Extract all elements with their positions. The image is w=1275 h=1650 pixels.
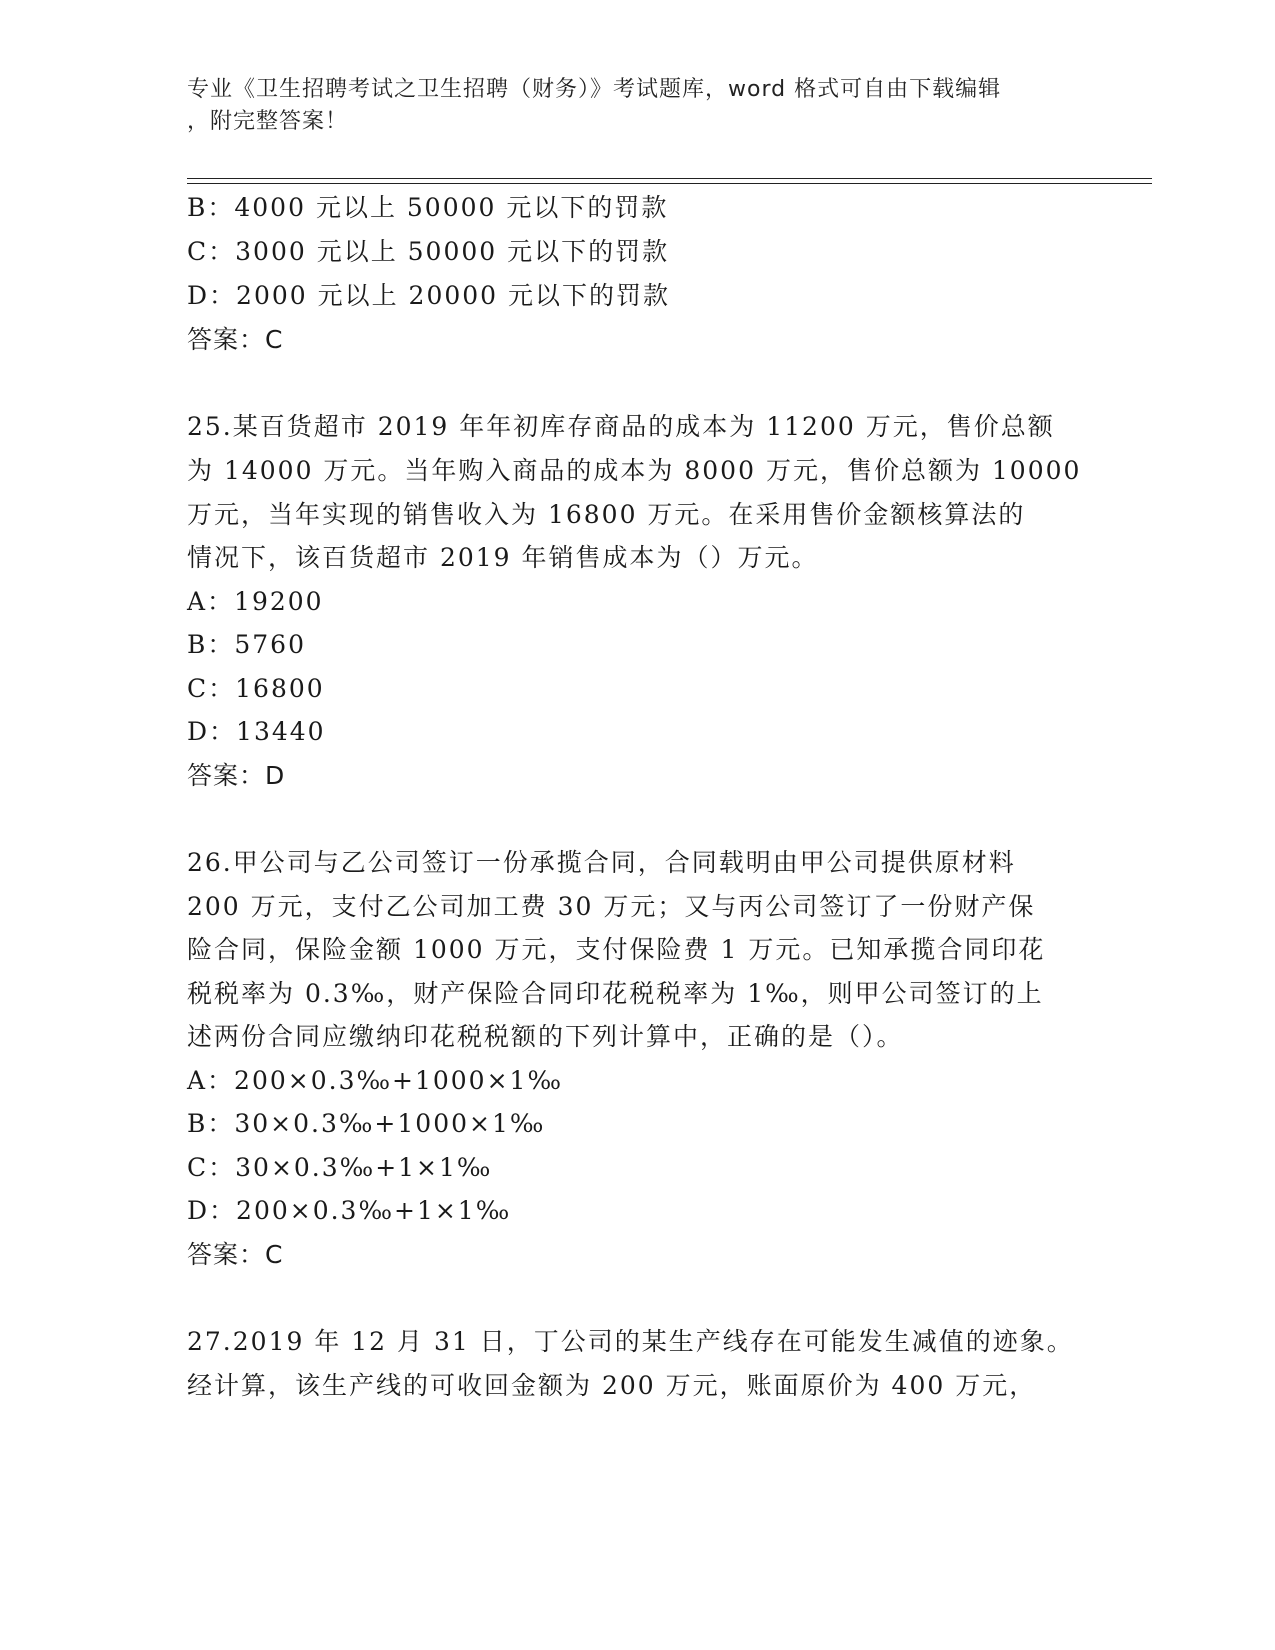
q26-answer: 答案：C xyxy=(187,1240,284,1269)
header-divider-top xyxy=(187,178,1152,179)
q27-text-line-1: 27.2019 年 12 月 31 日，丁公司的某生产线存在可能发生减值的迹象。 xyxy=(187,1327,1074,1356)
q26-text-line-4: 税税率为 0.3‰，财产保险合同印花税税率为 1‰，则甲公司签订的上 xyxy=(187,979,1044,1008)
header-line-2: ，附完整答案！ xyxy=(187,109,349,134)
q26-option-a: A：200×0.3‰+1000×1‰ xyxy=(187,1066,563,1095)
q24-answer: 答案：C xyxy=(187,325,284,354)
q26-option-d: D：200×0.3‰+1×1‰ xyxy=(187,1196,512,1225)
q26-text-line-5: 述两份合同应缴纳印花税税额的下列计算中，正确的是（）。 xyxy=(187,1022,904,1051)
q26-text-line-1: 26.甲公司与乙公司签订一份承揽合同，合同载明由甲公司提供原材料 xyxy=(187,848,1016,877)
q25-option-a: A：19200 xyxy=(187,587,324,616)
q25-text-line-4: 情况下，该百货超市 2019 年销售成本为（）万元。 xyxy=(187,543,819,572)
q25-option-d: D：13440 xyxy=(187,717,326,746)
q24-option-d: D：2000 元以上 20000 元以下的罚款 xyxy=(187,281,671,310)
q25-text-line-3: 万元，当年实现的销售收入为 16800 万元。在采用售价金额核算法的 xyxy=(187,500,1026,529)
header-line-1: 专业《卫生招聘考试之卫生招聘（财务）》考试题库，word 格式可自由下载编辑 xyxy=(187,77,1002,102)
q25-text-line-2: 为 14000 万元。当年购入商品的成本为 8000 万元，售价总额为 10000 xyxy=(187,456,1082,485)
q24-option-b: B：4000 元以上 50000 元以下的罚款 xyxy=(187,193,669,222)
q24-option-c: C：3000 元以上 50000 元以下的罚款 xyxy=(187,237,670,266)
q26-text-line-3: 险合同，保险金额 1000 万元，支付保险费 1 万元。已知承揽合同印花 xyxy=(187,935,1046,964)
q26-text-line-2: 200 万元，支付乙公司加工费 30 万元；又与丙公司签订了一份财产保 xyxy=(187,892,1036,921)
header-divider-bottom xyxy=(187,183,1152,184)
q27-text-line-2: 经计算，该生产线的可收回金额为 200 万元，账面原价为 400 万元， xyxy=(187,1371,1037,1400)
q26-option-b: B：30×0.3‰+1000×1‰ xyxy=(187,1109,546,1138)
q25-option-c: C：16800 xyxy=(187,674,325,703)
page-header xyxy=(187,74,1087,138)
q25-answer: 答案：D xyxy=(187,761,286,790)
q25-text-line-1: 25.某百货超市 2019 年年初库存商品的成本为 11200 万元，售价总额 xyxy=(187,412,1055,441)
q25-option-b: B：5760 xyxy=(187,630,306,659)
q26-option-c: C：30×0.3‰+1×1‰ xyxy=(187,1153,493,1182)
